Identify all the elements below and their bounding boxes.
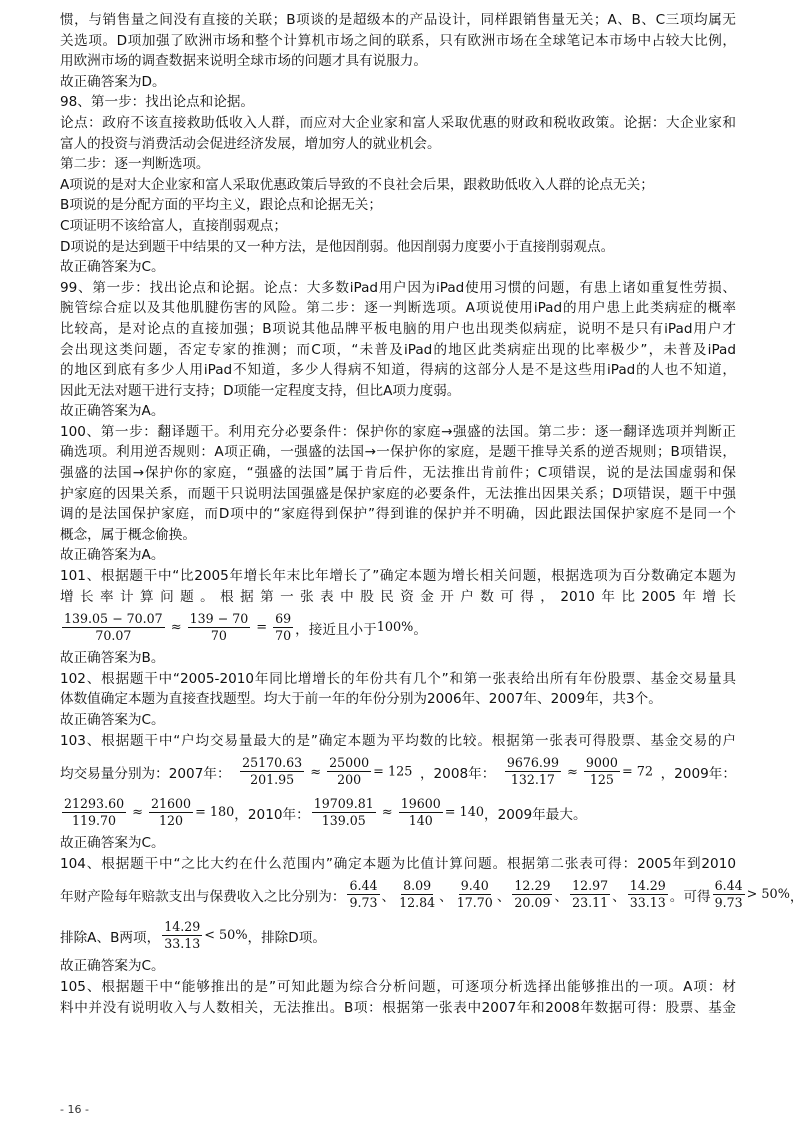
question-101-heading: 101、根据题干中“比2005年增长年末比年增长了”确定本题为增长相关问题，根据选项为百分数确定本题为 [60,568,736,585]
question-103-heading: 103、根据题干中“户均交易量最大的是”确定本题为平均数的比较。根据第一张表可得股票、基金交易的户 [60,732,736,749]
math-line-104a: 年财产险每年赔款支出与保费收入之比分别为： $\frac{6.44}{9.73}$ 、 $\frac{8.09}{12.84}$ 、 $\frac{9.40}{17.70}$ 、 $\frac{12.29}{20.09}$ 、 $\frac{12.97}{23.11}$ 、 $\frac{14.29}{33.13}$ 。可得 $\frac{6.44}{9.73}$ > 50% ， [60,878,803,911]
text-line: 会出现这类问题，否定专家的推测；而C项，“未普及iPad的地区此类病症出现的比率极少”，未普及iPad [60,341,736,358]
text-line: 的地区到底有多少人用iPad不知道，多少人得病不知道，得病的这部分人是不是这些用iPad的人也不知道， [60,362,736,379]
text-line: 体数值确定本题为直接查找题型。均大于前一年的年份分别为2006年、2007年、2009年，共3个。 [60,691,662,708]
question-104-heading: 104、根据题干中“之比大约在什么范围内”确定本题为比值计算问题。根据第二张表可得：2005年到2010 [60,855,736,872]
answer-line: 故正确答案为C。 [60,835,165,852]
question-105-heading: 105、根据题干中“能够推出的是”可知此题为综合分析问题，可逐项分析选择出能够推出的一项。A项：材 [60,978,736,995]
text-line: 惯，与销售量之间没有直接的关联；B项谈的是超级本的产品设计，同样跟销售量无关；A、B、C三项均属无 [60,12,736,28]
document-page [60,10,803,1018]
text-line: B项说的是分配方面的平均主义，跟论点和论据无关； [60,197,382,214]
fraction: $\frac{139.05 - 70.07}{70.07}$ [64,611,163,644]
text-line: 因此无法对题干进行支持；D项能一定程度支持，但比A项力度弱。 [60,382,461,399]
text-line: 增长率计算问题。根据第一张表中股民资金开户数可得，2010年比2005年增长 [60,588,736,605]
text-line: 论点：政府不该直接救助低收入人群，而应对大企业家和富人采取优惠的财政和税收政策。论据：大企业家和 [60,114,736,131]
answer-line: 故正确答案为C。 [60,712,165,728]
question-98-heading: 98、第一步：找出论点和论据。 [60,94,255,111]
math-line-103a: 均交易量分别为：2007年： $\frac{25170.63}{201.95}$ ≈ $\frac{25000}{200}$ = 125 ，2008年： $\frac{9676.99}{132.17}$ ≈ $\frac{9000}{125}$ = 72 ，2009年： [60,755,736,788]
math-line-101: $\frac{139.05 - 70.07}{70.07}$ ≈ $\frac{139 - 70}{70}$ = $\frac{69}{70}$ ，接近且小于 100% 。 [64,611,427,644]
text-line: A项说的是对大企业家和富人采取优惠政策后导致的不良社会后果，跟救助低收入人群的论点无关； [60,176,654,193]
text-line: 强盛的法国→保护你的家庭，“强盛的法国”属于肯后件，无法推出肯前件；C项错误，说的是法国虚弱和保 [60,465,736,482]
math-line-103b: $\frac{21293.60}{119.70}$ ≈ $\frac{21600}{120}$ = 180 ，2010年： $\frac{19709.81}{139.05}$ ≈ $\frac{19600}{140}$ = 140 ，2009年最大。 [64,796,587,829]
text-line: 调的是法国保护家庭，而D项中的“家庭得到保护”得到谁的保护并不明确，因此跟法国保护家庭不是同一个 [60,506,736,523]
text-line: 确选项。利用逆否规则：A项正确，一强盛的法国→一保护你的家庭，是题干推导关系的逆否规则；B项错误， [60,444,736,461]
answer-line: 故正确答案为A。 [60,547,165,564]
question-100-heading: 100、第一步：翻译题干。利用充分必要条件：保护你的家庭→强盛的法国。第二步：逐一翻译选项并判断正 [60,423,736,440]
question-102-heading: 102、根据题干中“2005-2010年同比增增长的年份共有几个”和第一张表给出所有年份股票、基金交易量具 [60,670,736,687]
text-line: 富人的投资与消费活动会促进经济发展，增加穷人的就业机会。 [60,135,441,152]
answer-line: 故正确答案为D。 [60,73,166,90]
answer-line: 故正确答案为A。 [60,403,165,420]
answer-line: 故正确答案为C。 [60,259,165,276]
text-line: 腕管综合症以及其他肌腱伤害的风险。第二步：逐一判断选项。A项说使用iPad的用户患上此类病症的概率 [60,300,736,317]
text-line: C项证明不该给富人，直接削弱观点； [60,217,287,234]
page-number: - 16 - [60,1103,89,1116]
text-line: 第二步：逐一判断选项。 [60,156,210,173]
fraction: $\frac{139 - 70}{70}$ [189,611,249,644]
text-line: 料中并没有说明收入与人数相关，无法推出。B项：根据第一张表中2007年和2008年数据可得：股票、基金 [60,999,736,1016]
answer-line: 故正确答案为C。 [60,958,165,975]
question-99-heading: 99、第一步：找出论点和论据。论点：大多数iPad用户因为iPad使用习惯的问题，有患上诸如重复性劳损、 [60,279,736,296]
math-line-104b: 排除A、B两项， $\frac{14.29}{33.13}$ < 50% ，排除D项。 [60,919,326,952]
text-line: 关选项。D项加强了欧洲市场和整个计算机市场之间的联系，只有欧洲市场在全球笔记本市场中占较大比例， [60,32,736,49]
text-line: 比较高，是对论点的直接加强；B项说其他品牌平板电脑的用户也出现类似病症，说明不是只有iPad用户才 [60,320,736,337]
answer-line: 故正确答案为B。 [60,650,165,667]
text-line: 概念，属于概念偷换。 [60,526,196,543]
fraction: $\frac{69}{70}$ [275,611,292,644]
text-line: 用欧洲市场的调查数据来说明全球市场的问题才具有说服力。 [60,53,428,70]
text-line: D项说的是达到题干中结果的又一种方法，是他因削弱。他因削弱力度要小于直接削弱观点。 [60,238,615,255]
text-line: 护家庭的因果关系，而题干只说明法国强盛是保护家庭的必要条件，无法推出因果关系；D项错误，题干中强 [60,485,736,502]
